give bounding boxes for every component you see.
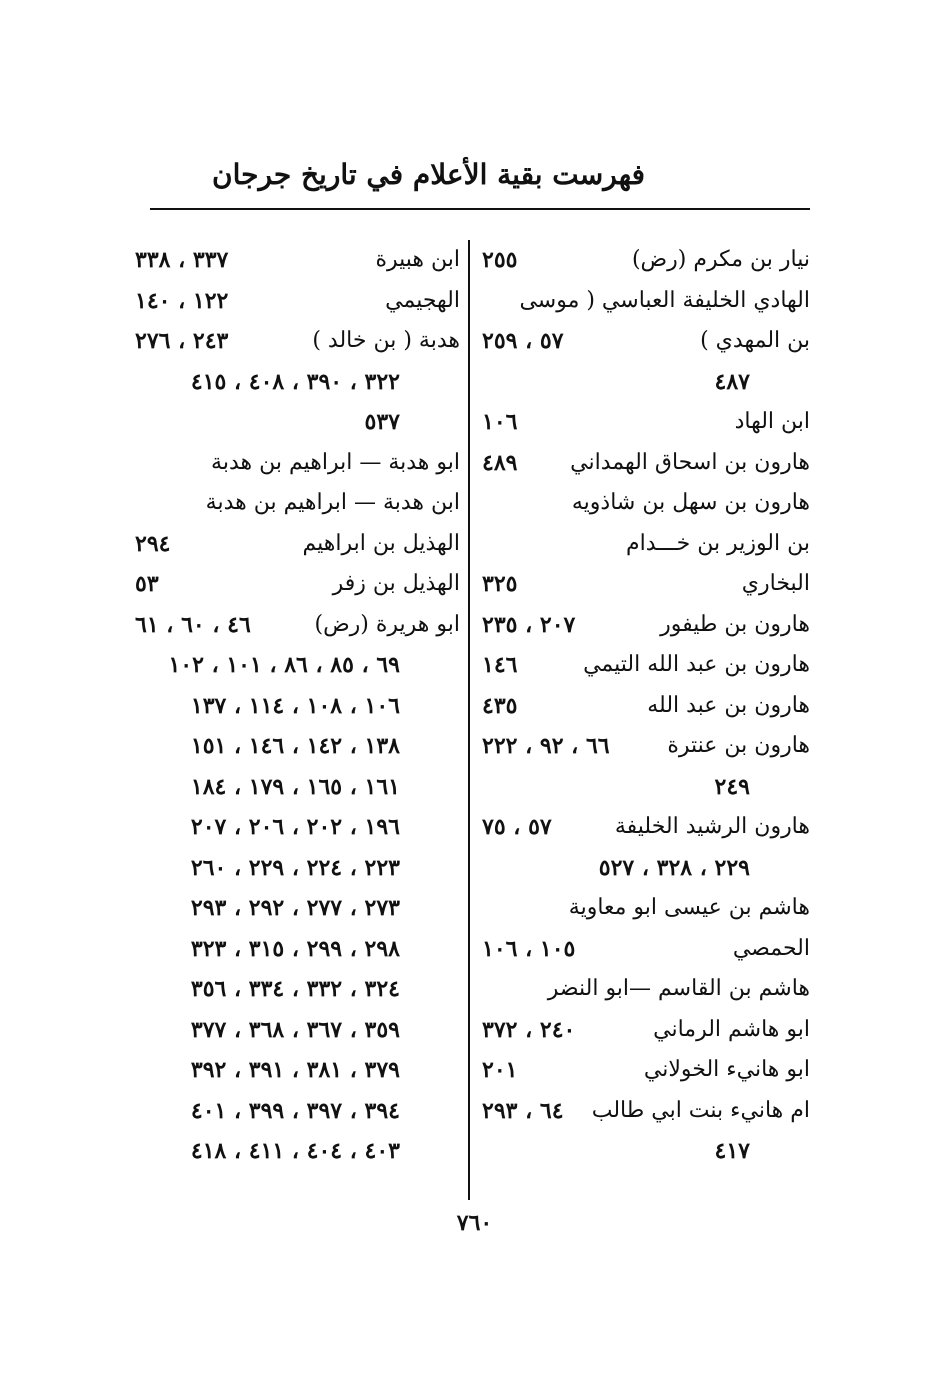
entry-pages: ٣٧٩ ، ٣٨١ ، ٣٩١ ، ٣٩٢	[190, 1057, 400, 1083]
entry-name: هارون بن عبد الله	[647, 692, 810, 718]
entry-pages: ٦٦ ، ٩٢ ، ٢٢٢	[482, 733, 610, 759]
index-entry	[125, 1010, 460, 1050]
entry-name: هارون الرشيد الخليفة	[614, 814, 810, 839]
entry-pages: ٣٢٤ ، ٣٣٢ ، ٣٣٤ ، ٣٥٦	[190, 976, 400, 1002]
index-entry	[125, 686, 460, 726]
entry-name: ام هانيء بنت ابي طالب	[591, 1097, 810, 1123]
entry-name: الهادي الخليفة العباسي ( موسى	[519, 287, 810, 313]
entry-pages: ٢٠٧ ، ٢٣٥	[482, 611, 576, 638]
index-entry	[472, 1010, 810, 1050]
entry-pages: ٣٢٢ ، ٣٩٠ ، ٤٠٨ ، ٤١٥	[190, 368, 400, 395]
index-entry	[125, 807, 460, 847]
index-entry	[472, 321, 810, 361]
entry-name: ابن الهاد	[734, 409, 810, 434]
index-entry	[472, 1131, 810, 1171]
index-entry	[472, 848, 810, 888]
index-entry	[125, 1050, 460, 1090]
entry-name: البخاري	[741, 571, 810, 596]
entry-pages: ١٤٦	[482, 652, 518, 678]
entry-name: ابو هانيء الخولاني	[643, 1057, 810, 1082]
entry-name: نيار بن مكرم (رض)	[631, 247, 810, 272]
index-entry	[125, 483, 460, 523]
page-number: ٧٦٠	[456, 1210, 493, 1236]
index-entry	[125, 888, 460, 928]
index-entry	[472, 362, 810, 402]
entry-name: هارون بن سهل بن شاذويه	[571, 490, 810, 515]
index-entry	[125, 1091, 460, 1131]
entry-pages: ٦٤ ، ٢٩٣	[482, 1097, 564, 1124]
index-entry	[472, 726, 810, 766]
entry-name: هاشم بن القاسم —ابو النضر	[547, 976, 810, 1001]
entry-pages: ٣٢٥	[482, 571, 518, 597]
index-entry	[472, 443, 810, 483]
entry-pages: ١٠٦ ، ١٠٨ ، ١١٤ ، ١٣٧	[190, 692, 400, 719]
index-entry	[125, 605, 460, 645]
entry-pages: ١٦١ ، ١٦٥ ، ١٧٩ ، ١٨٤	[190, 773, 400, 800]
column-divider	[468, 240, 470, 1200]
index-entry	[472, 240, 810, 280]
index-entry	[125, 848, 460, 888]
entry-pages: ٤٣٥	[482, 692, 518, 719]
index-entry	[125, 969, 460, 1009]
index-entry	[472, 605, 810, 645]
entry-pages: ٥٧ ، ٢٥٩	[482, 328, 564, 354]
entry-pages: ٥٣٧	[364, 409, 400, 435]
entry-pages: ٣٣٧ ، ٣٣٨	[135, 247, 229, 273]
entry-pages: ٢٤٣ ، ٢٧٦	[135, 328, 229, 354]
index-entry	[125, 240, 460, 280]
index-entry	[472, 686, 810, 726]
index-entry	[472, 524, 810, 564]
index-entry	[472, 929, 810, 969]
page-title: فهرست بقية الأعلام في تاريخ جرجان	[212, 158, 645, 191]
entry-pages: ٣٥٩ ، ٣٦٧ ، ٣٦٨ ، ٣٧٧	[190, 1016, 400, 1043]
index-entry	[125, 362, 460, 402]
index-entry	[125, 524, 460, 564]
entry-pages: ٦٩ ، ٨٥ ، ٨٦ ، ١٠١ ، ١٠٢	[168, 652, 400, 678]
index-entry	[125, 564, 460, 604]
index-column-left	[125, 240, 460, 1190]
entry-pages: ٤١٧	[714, 1138, 750, 1164]
entry-name: هارون بن طيفور	[660, 611, 810, 637]
entry-pages: ٢٢٣ ، ٢٢٤ ، ٢٢٩ ، ٢٦٠	[190, 854, 400, 881]
index-entry	[472, 1091, 810, 1131]
index-entry	[472, 888, 810, 928]
entry-name: بن المهدي )	[700, 328, 810, 353]
entry-pages: ٥٣	[135, 571, 159, 597]
entry-pages: ٤٠٣ ، ٤٠٤ ، ٤١١ ، ٤١٨	[190, 1138, 400, 1164]
entry-pages: ٢٩٨ ، ٢٩٩ ، ٣١٥ ، ٣٢٣	[190, 935, 400, 962]
index-entry	[472, 402, 810, 442]
entry-pages: ١٠٥ ، ١٠٦	[482, 935, 576, 962]
entry-pages: ٢٩٤	[135, 530, 171, 557]
entry-pages: ٢٠١	[482, 1057, 518, 1083]
entry-pages: ٤٦ ، ٦٠ ، ٦١	[135, 611, 251, 638]
entry-pages: ٢٤٠ ، ٣٧٢	[482, 1016, 576, 1043]
entry-name: هاشم بن عيسى ابو معاوية	[568, 895, 810, 920]
index-entry	[125, 929, 460, 969]
entry-name: هارون بن عنترة	[667, 733, 810, 758]
entry-pages: ٢٥٥	[482, 247, 518, 273]
entry-name: ابن هدبة — ابراهيم بن هدبة	[205, 490, 460, 515]
page-header	[150, 150, 810, 210]
index-entry	[472, 1050, 810, 1090]
entry-pages: ٢٤٩	[714, 773, 750, 800]
header-rule	[150, 208, 810, 210]
entry-name: هارون بن عبد الله التيمي	[583, 652, 810, 677]
entry-name: ابو هاشم الرماني	[653, 1016, 810, 1042]
entry-pages: ١٢٢ ، ١٤٠	[135, 287, 229, 314]
index-entry	[472, 483, 810, 523]
index-entry	[472, 969, 810, 1009]
index-entry	[472, 807, 810, 847]
entry-name: الهذيل بن زفر	[332, 571, 460, 596]
index-entry	[125, 767, 460, 807]
index-entry	[125, 726, 460, 766]
entry-name: الهذيل بن ابراهيم	[302, 530, 460, 556]
entry-pages: ٥٧ ، ٧٥	[482, 814, 552, 840]
index-entry	[472, 767, 810, 807]
entry-name: هارون بن اسحاق الهمداني	[570, 449, 810, 475]
entry-name: ابو هريرة (رض)	[314, 611, 460, 637]
entry-pages: ١٩٦ ، ٢٠٢ ، ٢٠٦ ، ٢٠٧	[190, 814, 400, 840]
index-entry	[472, 281, 810, 321]
entry-name: هدبة ( بن خالد )	[312, 328, 460, 353]
entry-pages: ٢٢٩ ، ٣٢٨ ، ٥٢٧	[598, 854, 750, 881]
index-entry	[125, 321, 460, 361]
entry-name: الحمصي	[732, 935, 810, 961]
index-entry	[472, 645, 810, 685]
entry-name: ابن هبيرة	[375, 247, 460, 272]
entry-pages: ٢٧٣ ، ٢٧٧ ، ٢٩٢ ، ٢٩٣	[190, 895, 400, 921]
index-entry	[472, 564, 810, 604]
index-entry	[125, 645, 460, 685]
entry-pages: ٤٨٩	[482, 449, 518, 476]
entry-name: بن الوزير بن خـــدام	[625, 530, 810, 556]
entry-pages: ١٠٦	[482, 409, 518, 435]
index-column-right	[472, 240, 810, 1190]
index-entry	[125, 1131, 460, 1171]
index-entry	[125, 281, 460, 321]
index-entry	[125, 443, 460, 483]
entry-pages: ٤٨٧	[714, 368, 750, 395]
entry-name: ابو هدبة — ابراهيم بن هدبة	[211, 449, 460, 475]
entry-pages: ١٣٨ ، ١٤٢ ، ١٤٦ ، ١٥١	[190, 733, 400, 759]
entry-name: الهجيمي	[385, 287, 460, 313]
entry-pages: ٣٩٤ ، ٣٩٧ ، ٣٩٩ ، ٤٠١	[190, 1097, 400, 1124]
index-entry	[125, 402, 460, 442]
